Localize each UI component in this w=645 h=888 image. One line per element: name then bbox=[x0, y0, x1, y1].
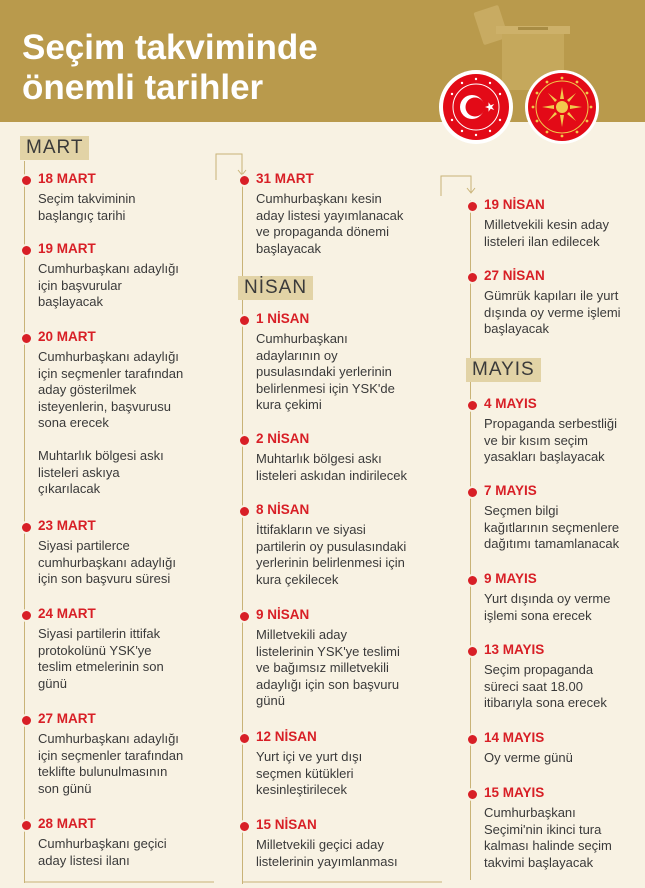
description-line: protokolünü YSK'ye bbox=[38, 642, 152, 658]
entry-description bbox=[38, 731, 183, 797]
description-line: başlayacak bbox=[38, 294, 104, 309]
description-line: isteyenlerin, başvurusu bbox=[38, 398, 171, 414]
description-line: takvimi başlayacak bbox=[484, 854, 594, 870]
description-line: Milletvekili geçici aday bbox=[256, 837, 384, 852]
entry-date: 23 MART bbox=[38, 518, 96, 533]
description-line: İttifakların ve siyasi bbox=[256, 522, 366, 537]
description-line: kağıtlarının seçmenlere bbox=[484, 519, 620, 535]
timeline-dot bbox=[238, 505, 251, 518]
description-line: partilerin oy pusulasındaki bbox=[256, 538, 407, 554]
entry-description bbox=[484, 217, 609, 250]
presidential-seal-icon bbox=[524, 69, 600, 145]
timeline-dot bbox=[466, 271, 479, 284]
entry-date: 27 NİSAN bbox=[484, 268, 545, 283]
description-line: dağıtımı tamamlanacak bbox=[484, 536, 620, 551]
description-line: Propaganda serbestliği bbox=[484, 416, 617, 431]
entry-date: 15 MAYIS bbox=[484, 785, 545, 800]
timeline-dot bbox=[20, 244, 33, 257]
description-line: kura çekimi bbox=[256, 397, 322, 412]
description-line: listeleri askıdan indirilecek bbox=[256, 467, 408, 483]
entry-date: 8 NİSAN bbox=[256, 502, 310, 517]
entry-date: 15 NİSAN bbox=[256, 817, 317, 832]
description-line: çıkarılacak bbox=[38, 481, 101, 496]
description-line: Cumhurbaşkanı bbox=[484, 805, 576, 820]
entry-date: 2 NİSAN bbox=[256, 431, 310, 446]
month-label-mart: MART bbox=[20, 136, 89, 160]
description-line: listeleri askıya bbox=[38, 464, 120, 480]
entry-date: 1 NİSAN bbox=[256, 311, 310, 326]
description-line: ve propaganda dönemi bbox=[256, 224, 389, 239]
description-line: Cumhurbaşkanı adaylığı bbox=[38, 261, 179, 276]
description-line: Cumhurbaşkanı bbox=[256, 331, 348, 346]
entry-date: 18 MART bbox=[38, 171, 96, 186]
entry-date: 28 MART bbox=[38, 816, 96, 831]
description-line: ve bağımsız milletvekili bbox=[256, 660, 389, 675]
description-line: aday gösterilmek bbox=[38, 382, 137, 397]
entry-date: 9 MAYIS bbox=[484, 571, 537, 586]
description-line: Milletvekili kesin aday bbox=[484, 217, 609, 232]
entry-date: 19 NİSAN bbox=[484, 197, 545, 212]
description-line: pusulasındaki yerlerinin bbox=[256, 364, 392, 379]
description-line: aday listesi yayımlanacak bbox=[256, 207, 404, 223]
description-line: için son başvuru süresi bbox=[38, 571, 171, 586]
timeline-dot bbox=[466, 733, 479, 746]
timeline-dot bbox=[238, 434, 251, 447]
timeline-connector bbox=[437, 170, 477, 196]
timeline-connector bbox=[24, 876, 244, 886]
description-line: son günü bbox=[38, 780, 92, 796]
entry-date: 7 MAYIS bbox=[484, 483, 537, 498]
description-line: dışında oy verme işlemi bbox=[484, 304, 621, 320]
entry-date: 13 MAYIS bbox=[484, 642, 545, 657]
description-line: Seçim takviminin bbox=[38, 191, 136, 206]
timeline-dot bbox=[466, 486, 479, 499]
description-line: süreci saat 18.00 bbox=[484, 678, 584, 694]
entry-description bbox=[484, 503, 619, 553]
description-line: listelerinin YSK'ye teslimi bbox=[256, 643, 400, 659]
entry-date: 27 MART bbox=[38, 711, 96, 726]
entry-description bbox=[256, 749, 362, 799]
description-line: işlemi sona erecek bbox=[484, 607, 592, 623]
tbmm-seal-icon bbox=[438, 69, 514, 145]
title-line: önemli tarihler bbox=[22, 68, 264, 107]
entry-date: 4 MAYIS bbox=[484, 396, 537, 411]
entry-date: 20 MART bbox=[38, 329, 96, 344]
timeline-dot bbox=[466, 645, 479, 658]
description-line: başlayacak bbox=[484, 321, 550, 336]
description-line: teslim etmelerinin son bbox=[38, 659, 164, 674]
entry-description bbox=[256, 522, 406, 588]
timeline-dot bbox=[466, 200, 479, 213]
description-line: listeleri ilan edilecek bbox=[484, 233, 600, 249]
description-line: Cumhurbaşkanı adaylığı bbox=[38, 731, 179, 746]
entry-description bbox=[484, 591, 610, 624]
entry-description bbox=[38, 626, 164, 692]
description-line: listelerinin yayımlanması bbox=[256, 853, 398, 869]
timeline-dot bbox=[238, 732, 251, 745]
timeline-dot bbox=[20, 714, 33, 727]
description-line: günü bbox=[38, 675, 67, 691]
description-line: itibarıyla sona erecek bbox=[484, 695, 607, 710]
timeline-dot bbox=[20, 819, 33, 832]
description-line: Seçmen bilgi bbox=[484, 503, 559, 518]
entry-description bbox=[484, 416, 617, 466]
description-line: Seçimi'nin ikinci tura bbox=[484, 821, 602, 837]
entry-description bbox=[256, 627, 400, 710]
description-line: adaylarının oy bbox=[256, 347, 338, 363]
month-label-nisan: NİSAN bbox=[238, 276, 313, 300]
description-line: kura çekilecek bbox=[256, 571, 339, 587]
description-line: adaylığı için son başvuru bbox=[256, 676, 400, 692]
entry-description bbox=[256, 331, 395, 414]
timeline-connector bbox=[242, 876, 472, 886]
description-line: için başvurular bbox=[38, 277, 122, 293]
description-line: başlayacak bbox=[256, 240, 322, 256]
description-line: ve bir kısım seçim bbox=[484, 432, 589, 448]
description-line: için seçmenler tarafından bbox=[38, 365, 184, 381]
description-line: Cumhurbaşkanı kesin bbox=[256, 191, 382, 206]
description-line: Cumhurbaşkanı geçici bbox=[38, 836, 167, 851]
timeline-dot bbox=[20, 609, 33, 622]
description-line: Cumhurbaşkanı adaylığı bbox=[38, 349, 179, 364]
timeline-dot bbox=[466, 788, 479, 801]
description-line: için seçmenler tarafından bbox=[38, 747, 184, 763]
entry-description bbox=[38, 836, 167, 869]
description-line: seçmen kütükleri bbox=[256, 765, 354, 781]
timeline-dot bbox=[466, 574, 479, 587]
description-line: cumhurbaşkanı adaylığı bbox=[38, 554, 177, 570]
description-line: Muhtarlık bölgesi askı bbox=[256, 451, 382, 466]
description-line: sona erecek bbox=[38, 415, 109, 430]
entry-description bbox=[38, 261, 179, 311]
description-line: yerlerinin belirlenmesi için bbox=[256, 555, 405, 570]
description-line: Siyasi partilerin ittifak bbox=[38, 626, 161, 641]
entry-date: 19 MART bbox=[38, 241, 96, 256]
entry-description bbox=[38, 191, 136, 224]
month-label-mayis: MAYIS bbox=[466, 358, 541, 382]
timeline-dot bbox=[20, 332, 33, 345]
description-line: Milletvekili aday bbox=[256, 627, 348, 642]
page-title bbox=[22, 28, 318, 108]
timeline-dot bbox=[20, 174, 33, 187]
description-line: belirlenmesi için YSK'de bbox=[256, 380, 395, 396]
entry-date: 24 MART bbox=[38, 606, 96, 621]
entry-date: 31 MART bbox=[256, 171, 314, 186]
entry-description bbox=[484, 750, 573, 767]
entry-description bbox=[484, 662, 607, 712]
description-line: Muhtarlık bölgesi askı bbox=[38, 448, 164, 463]
description-line: başlangıç tarihi bbox=[38, 207, 126, 223]
description-line: Oy verme günü bbox=[484, 750, 573, 765]
description-line: kalması halinde seçim bbox=[484, 838, 612, 853]
entry-date: 12 NİSAN bbox=[256, 729, 317, 744]
timeline-dot bbox=[466, 399, 479, 412]
description-line: Gümrük kapıları ile yurt bbox=[484, 288, 619, 303]
timeline-dot bbox=[238, 610, 251, 623]
entry-description bbox=[484, 288, 621, 338]
description-line: yasakları başlayacak bbox=[484, 449, 605, 464]
title-line: Seçim takviminde bbox=[22, 28, 318, 67]
timeline-line bbox=[470, 200, 471, 880]
entry-description bbox=[484, 805, 612, 871]
description-line: Siyasi partilerce bbox=[38, 538, 130, 553]
description-line: teklifte bulunulmasının bbox=[38, 764, 168, 779]
entry-description bbox=[256, 451, 407, 484]
description-line: aday listesi ilanı bbox=[38, 852, 130, 868]
description-line: Seçim propaganda bbox=[484, 662, 594, 677]
description-line: kesinleştirilecek bbox=[256, 782, 348, 797]
description-line: Yurt içi ve yurt dışı bbox=[256, 749, 363, 764]
description-line bbox=[38, 432, 183, 449]
timeline-dot bbox=[238, 314, 251, 327]
entry-description bbox=[256, 191, 403, 257]
entry-date: 14 MAYIS bbox=[484, 730, 545, 745]
entry-description bbox=[38, 538, 176, 588]
entry-date: 9 NİSAN bbox=[256, 607, 310, 622]
entry-description bbox=[38, 349, 183, 498]
entry-description bbox=[256, 837, 398, 870]
timeline-dot bbox=[238, 820, 251, 833]
description-line: Yurt dışında oy verme bbox=[484, 591, 611, 606]
description-line: günü bbox=[256, 693, 285, 708]
timeline-dot bbox=[20, 521, 33, 534]
timeline-dot bbox=[238, 174, 251, 187]
